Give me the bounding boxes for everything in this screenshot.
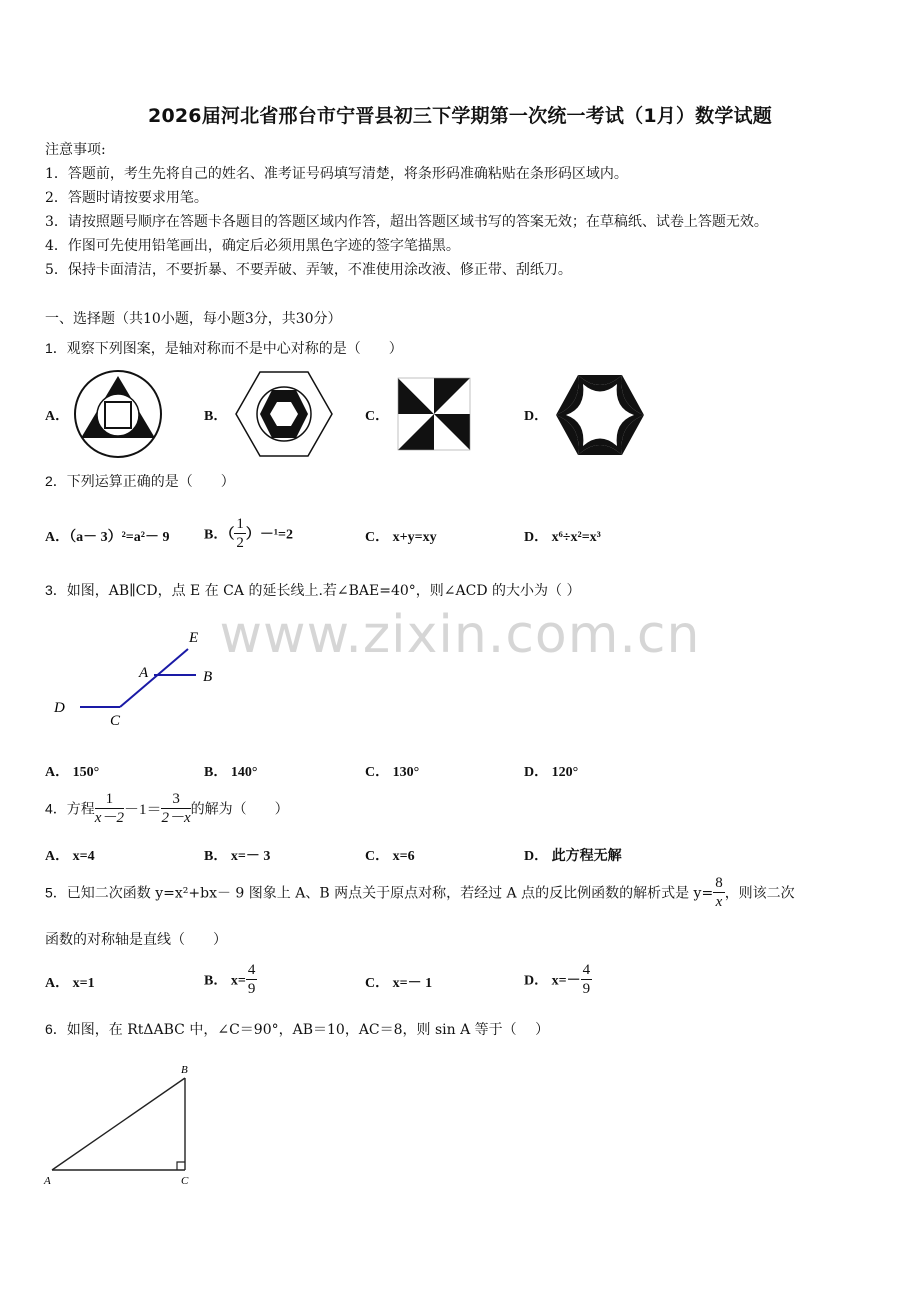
label-d: D	[54, 700, 65, 716]
numerator: 3	[161, 790, 190, 809]
q3-option-d: D． 120°	[524, 765, 579, 780]
q5-option-b	[204, 961, 257, 998]
question-1	[45, 338, 403, 358]
question-number: 5．	[45, 884, 67, 901]
q2-option-b	[204, 515, 293, 552]
q1-option-b-label: B．	[204, 409, 228, 424]
question-text: 如图，在 RtΔABC 中，∠C＝90°，AB＝10，AC＝8，则 sin A 等于（ ）	[66, 1022, 550, 1038]
q4-option-b: B． x=－ 3	[204, 849, 271, 864]
label-c: C	[181, 1175, 189, 1187]
q1-option-d-label: D．	[524, 409, 549, 424]
q4-option-d: D． 此方程无解	[524, 849, 622, 864]
question-2	[45, 471, 235, 491]
q1-option-c-label: C．	[365, 409, 390, 424]
note-item-5: 5．保持卡面清洁，不要折暴、不要弄破、弄皱，不准使用涂改液、修正带、刮纸刀。	[45, 262, 572, 278]
question-4	[45, 790, 289, 827]
label-e: E	[189, 630, 199, 646]
q4-option-a: A． x=4	[45, 849, 95, 864]
q1-figure-a	[72, 368, 164, 460]
q5-b-prefix: B． x=	[204, 973, 246, 989]
q5-d-fraction	[581, 961, 593, 998]
question-text-1-end: ，则该二次	[724, 885, 795, 902]
note-item-1: 1．答题前，考生先将自己的姓名、准考证号码填写清楚，将条形码准确粘贴在条形码区域内。	[45, 166, 628, 182]
denominator: 2－x	[161, 810, 191, 826]
question-5	[45, 874, 795, 911]
label-b: B	[203, 669, 213, 685]
page-title: 2026届河北省邢台市宁晋县初三下学期第一次统一考试（1月）数学试题	[148, 105, 772, 127]
question-text-post: 的解为（ ）	[190, 801, 289, 818]
label-a: A	[44, 1175, 51, 1187]
watermark: www.zixin.com.cn	[219, 605, 701, 665]
question-3	[45, 580, 580, 600]
note-item-2: 2．答题时请按要求用笔。	[45, 190, 208, 206]
q1-figure-b	[232, 368, 336, 460]
q4-fraction-1	[95, 790, 124, 827]
q5-option-c: C． x=－ 1	[365, 976, 433, 991]
q5-b-fraction	[246, 961, 258, 998]
equation-middle: －1＝	[123, 802, 162, 818]
question-text-pre: 方程	[66, 801, 95, 818]
question-number: 1．	[45, 340, 67, 356]
q5-fraction	[713, 874, 725, 911]
q5-option-d	[524, 961, 592, 998]
q2-option-d: D． x⁶÷x²=x³	[524, 530, 601, 545]
q4-fraction-2	[161, 790, 190, 827]
denominator: x－2	[94, 810, 124, 826]
q5-d-prefix: D． x=－	[524, 973, 581, 989]
q2-b-fraction	[234, 515, 246, 552]
q2-b-prefix: B．（	[204, 527, 235, 543]
label-c: C	[110, 713, 121, 729]
label-a: A	[139, 665, 149, 681]
q2-option-a: A．（a－ 3）²=a²－ 9	[45, 530, 170, 545]
q3-figure	[50, 625, 230, 730]
label-b: B	[181, 1064, 188, 1076]
q1-option-a-label: A．	[45, 409, 70, 424]
question-text: 如图，AB∥CD，点 E 在 CA 的延长线上.若∠BAE=40°，则∠ACD 的大小为（ ）	[66, 583, 581, 599]
q1-figure-c	[396, 376, 472, 452]
q3-option-a: A． 150°	[45, 765, 100, 780]
question-6	[45, 1019, 549, 1039]
question-5-line-2: 函数的对称轴是直线（ ）	[45, 932, 227, 948]
q3-option-b: B． 140°	[204, 765, 258, 780]
question-number: 6．	[45, 1021, 67, 1037]
q3-option-c: C． 130°	[365, 765, 420, 780]
section-heading: 一、选择题（共10小题，每小题3分，共30分）	[45, 311, 342, 327]
question-text: 下列运算正确的是（ ）	[66, 474, 235, 490]
q2-option-c: C． x+y=xy	[365, 530, 437, 545]
note-item-3: 3．请按照题号顺序在答题卡各题目的答题区域内作答，超出答题区域书写的答案无效；在草稿纸、试卷上答题无效。	[45, 214, 768, 230]
denominator: 9	[247, 981, 256, 997]
numerator: 1	[95, 790, 124, 809]
denominator: 9	[582, 981, 591, 997]
q5-option-a: A． x=1	[45, 976, 95, 991]
q6-figure	[40, 1058, 210, 1190]
notes-heading: 注意事项:	[45, 142, 106, 158]
note-item-4: 4．作图可先使用铅笔画出，确定后必须用黑色字迹的签字笔描黑。	[45, 238, 460, 254]
q2-b-suffix: ）－¹=2	[245, 527, 294, 543]
question-number: 4．	[45, 800, 67, 817]
q4-option-c: C． x=6	[365, 849, 415, 864]
question-number: 3．	[45, 582, 67, 598]
question-text-1: 已知二次函数 y=x²+bx－ 9 图象上 A、B 两点关于原点对称，若经过 A 点的反比例函数的解析式是 y=	[66, 885, 714, 902]
numerator: 4	[247, 962, 256, 978]
question-number: 2．	[45, 473, 67, 489]
numerator: 1	[236, 516, 244, 532]
denominator: x	[715, 894, 723, 910]
numerator: 8	[715, 875, 723, 891]
denominator: 2	[236, 535, 244, 551]
numerator: 4	[582, 962, 591, 978]
question-text: 观察下列图案，是轴对称而不是中心对称的是（ ）	[66, 341, 403, 357]
q1-figure-d	[552, 371, 648, 459]
